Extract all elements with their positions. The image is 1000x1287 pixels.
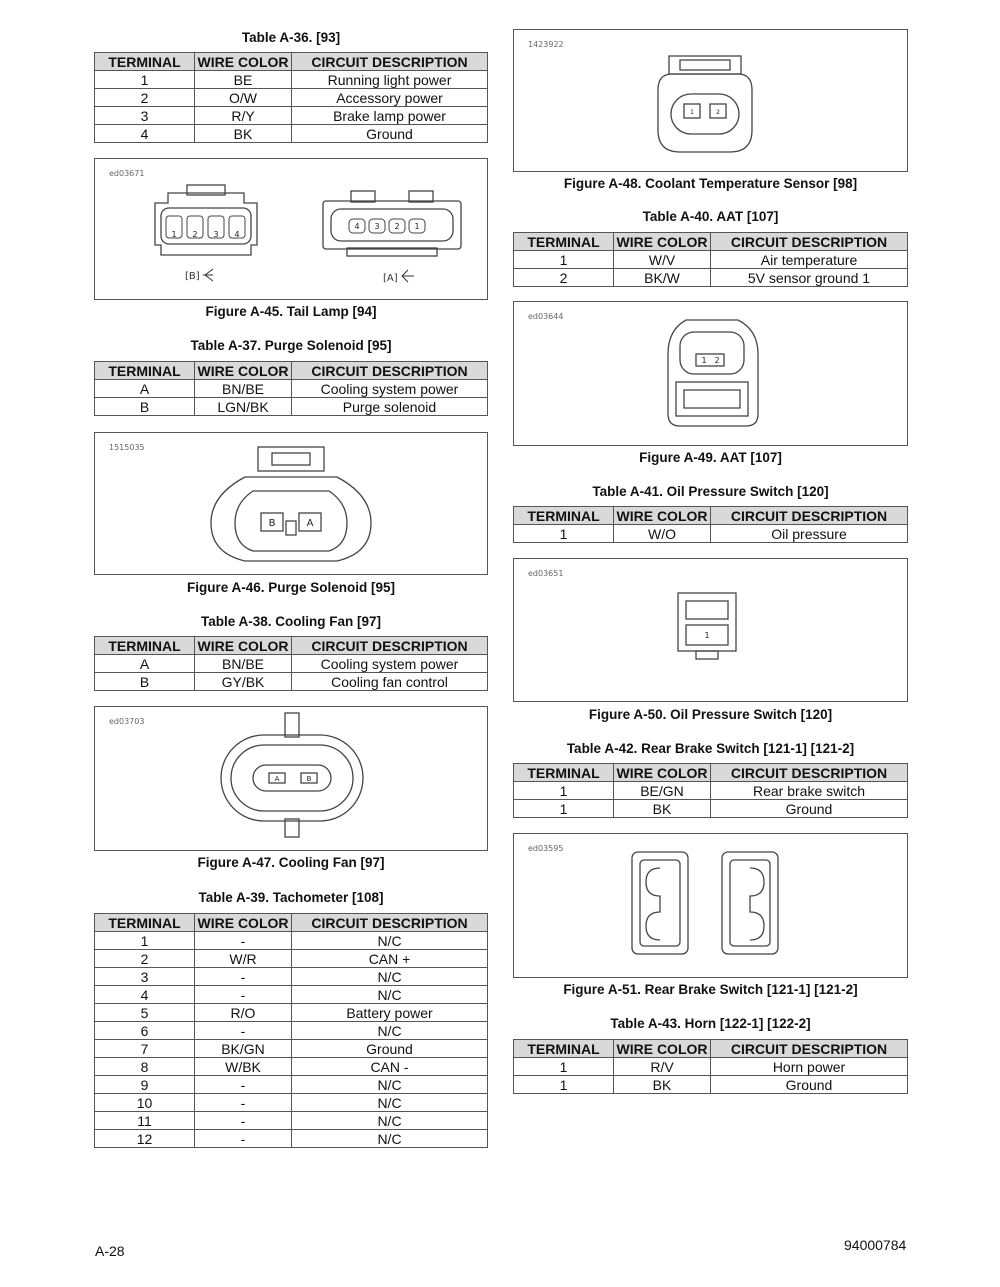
wire-color-cell: - — [195, 1094, 292, 1112]
table-row — [95, 1094, 488, 1112]
aat-connector-drawing — [514, 302, 909, 447]
table-a38-title: Table A-38. Cooling Fan [97] — [200, 614, 381, 629]
figure-code: ed03595 — [528, 844, 564, 853]
wire-color-cell: BK/GN — [195, 1040, 292, 1058]
pin-label: B — [268, 518, 276, 529]
circuit-description-cell: N/C — [292, 986, 488, 1004]
table-row — [95, 1040, 488, 1058]
view-label-b: [B] — [185, 271, 200, 282]
figure-code: ed03671 — [109, 169, 145, 178]
wire-color-cell: - — [195, 986, 292, 1004]
wire-color-cell: GY/BK — [195, 673, 292, 691]
circuit-description-cell: N/C — [292, 1094, 488, 1112]
figure-a48-coolant-temperature-sensor-connector — [513, 29, 908, 172]
terminal-cell: A — [95, 655, 195, 673]
pin-label: 1 — [171, 230, 177, 239]
terminal-cell: 2 — [95, 950, 195, 968]
table-a41 — [513, 506, 908, 543]
column-header-terminal: TERMINAL — [514, 507, 614, 525]
figure-code: ed03703 — [109, 717, 145, 726]
circuit-description-cell: N/C — [292, 1112, 488, 1130]
coolant-sensor-connector-drawing — [514, 30, 909, 173]
circuit-description-cell: Battery power — [292, 1004, 488, 1022]
pin-label: A — [306, 518, 314, 529]
figure-a49-aat-connector — [513, 301, 908, 446]
wire-color-cell: BK/W — [614, 269, 711, 287]
figure-a47-caption: Figure A-47. Cooling Fan [97] — [197, 855, 385, 870]
circuit-description-cell: N/C — [292, 1076, 488, 1094]
circuit-description-cell: N/C — [292, 1130, 488, 1148]
circuit-description-cell: N/C — [292, 932, 488, 950]
figure-a48-caption: Figure A-48. Coolant Temperature Sensor [98] — [563, 176, 858, 191]
terminal-cell: B — [95, 398, 195, 416]
figure-a51-caption: Figure A-51. Rear Brake Switch [121-1] [121-2] — [563, 982, 858, 997]
terminal-cell: 1 — [514, 525, 614, 543]
pin-label: 4 — [234, 230, 240, 239]
figure-a50-caption: Figure A-50. Oil Pressure Switch [120] — [588, 707, 833, 722]
terminal-cell: B — [95, 673, 195, 691]
figure-code: ed03644 — [528, 312, 564, 321]
column-header-wire-color: WIRE COLOR — [195, 637, 292, 655]
column-header-wire-color: WIRE COLOR — [614, 233, 711, 251]
page-number: A-28 — [95, 1243, 125, 1259]
wire-color-cell: O/W — [195, 89, 292, 107]
wire-color-cell: - — [195, 968, 292, 986]
circuit-description-cell: N/C — [292, 968, 488, 986]
column-header-circuit: CIRCUIT DESCRIPTION — [711, 233, 908, 251]
wire-color-cell: R/V — [614, 1058, 711, 1076]
terminal-cell: 4 — [95, 986, 195, 1004]
column-header-circuit: CIRCUIT DESCRIPTION — [292, 914, 488, 932]
table-row — [514, 800, 908, 818]
table-a43 — [513, 1039, 908, 1094]
table-row — [95, 1022, 488, 1040]
table-row — [514, 1076, 908, 1094]
terminal-cell: 6 — [95, 1022, 195, 1040]
table-header-row — [95, 362, 488, 380]
column-header-terminal: TERMINAL — [95, 53, 195, 71]
figure-code: ed03651 — [528, 569, 564, 578]
table-row — [95, 89, 488, 107]
circuit-description-cell: Ground — [711, 1076, 908, 1094]
table-header-row — [95, 637, 488, 655]
column-header-circuit: CIRCUIT DESCRIPTION — [292, 53, 488, 71]
terminal-cell: 1 — [514, 782, 614, 800]
circuit-description-cell: Oil pressure — [711, 525, 908, 543]
terminal-cell: 1 — [95, 71, 195, 89]
table-a38 — [94, 636, 488, 691]
circuit-description-cell: Ground — [711, 800, 908, 818]
wire-color-cell: - — [195, 1112, 292, 1130]
wire-color-cell: W/V — [614, 251, 711, 269]
circuit-description-cell: Brake lamp power — [292, 107, 488, 125]
oil-pressure-connector-drawing — [514, 559, 909, 703]
wire-color-cell: - — [195, 1022, 292, 1040]
terminal-cell: 8 — [95, 1058, 195, 1076]
terminal-cell: 2 — [95, 89, 195, 107]
table-row — [95, 1004, 488, 1022]
circuit-description-cell: CAN + — [292, 950, 488, 968]
wire-color-cell: W/R — [195, 950, 292, 968]
table-row — [95, 673, 488, 691]
column-header-wire-color: WIRE COLOR — [195, 914, 292, 932]
terminal-cell: 10 — [95, 1094, 195, 1112]
terminal-cell: 3 — [95, 107, 195, 125]
table-header-row — [514, 764, 908, 782]
view-label-a: [A] — [383, 273, 398, 284]
pin-label: 1 — [414, 222, 420, 231]
table-header-row — [95, 53, 488, 71]
column-header-terminal: TERMINAL — [95, 637, 195, 655]
table-a39-title: Table A-39. Tachometer [108] — [198, 890, 384, 905]
rear-brake-switch-connector-drawing — [514, 834, 909, 979]
table-row — [95, 71, 488, 89]
circuit-description-cell: Ground — [292, 1040, 488, 1058]
wire-color-cell: BE/GN — [614, 782, 711, 800]
table-a36-title: Table A-36. [93] — [241, 30, 341, 45]
figure-a49-caption: Figure A-49. AAT [107] — [639, 450, 782, 465]
wire-color-cell: W/BK — [195, 1058, 292, 1076]
table-row — [95, 986, 488, 1004]
figure-a45-tail-lamp-connector — [94, 158, 488, 300]
table-header-row — [514, 1040, 908, 1058]
pin-label: 2 — [716, 109, 720, 116]
circuit-description-cell: CAN - — [292, 1058, 488, 1076]
column-header-wire-color: WIRE COLOR — [614, 764, 711, 782]
pin-label: 1 — [701, 356, 707, 365]
figure-a46-purge-solenoid-connector — [94, 432, 488, 575]
table-row — [514, 269, 908, 287]
terminal-cell: 2 — [514, 269, 614, 287]
circuit-description-cell: Running light power — [292, 71, 488, 89]
circuit-description-cell: Horn power — [711, 1058, 908, 1076]
pin-label: 4 — [354, 222, 360, 231]
terminal-cell: 1 — [514, 251, 614, 269]
circuit-description-cell: N/C — [292, 1022, 488, 1040]
table-a40 — [513, 232, 908, 287]
figure-a46-caption: Figure A-46. Purge Solenoid [95] — [186, 580, 396, 595]
table-row — [95, 968, 488, 986]
table-row — [95, 1076, 488, 1094]
column-header-circuit: CIRCUIT DESCRIPTION — [292, 637, 488, 655]
column-header-terminal: TERMINAL — [514, 233, 614, 251]
figure-a45-caption: Figure A-45. Tail Lamp [94] — [205, 304, 377, 319]
figure-a51-rear-brake-switch-connector — [513, 833, 908, 978]
terminal-cell: 9 — [95, 1076, 195, 1094]
circuit-description-cell: Air temperature — [711, 251, 908, 269]
pin-label: 3 — [213, 230, 219, 239]
wire-color-cell: BN/BE — [195, 655, 292, 673]
circuit-description-cell: Rear brake switch — [711, 782, 908, 800]
terminal-cell: 5 — [95, 1004, 195, 1022]
table-row — [95, 107, 488, 125]
column-header-circuit: CIRCUIT DESCRIPTION — [711, 764, 908, 782]
wire-color-cell: W/O — [614, 525, 711, 543]
table-row — [95, 932, 488, 950]
pin-label: 2 — [192, 230, 198, 239]
column-header-terminal: TERMINAL — [514, 764, 614, 782]
table-row — [514, 1058, 908, 1076]
column-header-circuit: CIRCUIT DESCRIPTION — [711, 1040, 908, 1058]
terminal-cell: 1 — [514, 1058, 614, 1076]
table-row — [95, 125, 488, 143]
figure-a50-oil-pressure-switch-connector — [513, 558, 908, 702]
column-header-wire-color: WIRE COLOR — [195, 53, 292, 71]
wire-color-cell: LGN/BK — [195, 398, 292, 416]
wire-color-cell: R/Y — [195, 107, 292, 125]
table-header-row — [514, 507, 908, 525]
column-header-circuit: CIRCUIT DESCRIPTION — [292, 362, 488, 380]
figure-code: 1515035 — [109, 443, 145, 452]
table-a37 — [94, 361, 488, 416]
pin-label: 2 — [714, 356, 720, 365]
table-a39 — [94, 913, 488, 1148]
cooling-fan-connector-drawing — [95, 707, 489, 852]
terminal-cell: 1 — [514, 800, 614, 818]
wire-color-cell: - — [195, 932, 292, 950]
terminal-cell: 7 — [95, 1040, 195, 1058]
table-row — [95, 950, 488, 968]
wire-color-cell: - — [195, 1130, 292, 1148]
terminal-cell: 4 — [95, 125, 195, 143]
pin-label: 1 — [704, 631, 710, 640]
circuit-description-cell: Purge solenoid — [292, 398, 488, 416]
terminal-cell: 1 — [95, 932, 195, 950]
table-a37-title: Table A-37. Purge Solenoid [95] — [190, 338, 392, 353]
figure-code: 1423922 — [528, 40, 564, 49]
table-a40-title: Table A-40. AAT [107] — [642, 209, 779, 224]
table-row — [95, 1058, 488, 1076]
terminal-cell: 3 — [95, 968, 195, 986]
document-number: 94000784 — [844, 1237, 907, 1253]
table-row — [514, 782, 908, 800]
column-header-wire-color: WIRE COLOR — [614, 1040, 711, 1058]
column-header-terminal: TERMINAL — [95, 914, 195, 932]
terminal-cell: 12 — [95, 1130, 195, 1148]
table-a43-title: Table A-43. Horn [122-1] [122-2] — [610, 1016, 811, 1031]
circuit-description-cell: 5V sensor ground 1 — [711, 269, 908, 287]
view-arrow-icon — [203, 269, 213, 281]
table-row — [95, 398, 488, 416]
pin-label: 1 — [690, 109, 694, 116]
circuit-description-cell: Cooling system power — [292, 655, 488, 673]
purge-solenoid-connector-drawing — [95, 433, 489, 576]
table-row — [95, 1112, 488, 1130]
figure-a47-cooling-fan-connector — [94, 706, 488, 851]
table-a41-title: Table A-41. Oil Pressure Switch [120] — [592, 484, 829, 499]
wire-color-cell: BK — [614, 800, 711, 818]
column-header-wire-color: WIRE COLOR — [195, 362, 292, 380]
circuit-description-cell: Ground — [292, 125, 488, 143]
circuit-description-cell: Accessory power — [292, 89, 488, 107]
table-row — [95, 655, 488, 673]
wire-color-cell: BN/BE — [195, 380, 292, 398]
pin-label: 2 — [394, 222, 400, 231]
terminal-cell: 1 — [514, 1076, 614, 1094]
pin-label: A — [274, 775, 280, 783]
table-header-row — [95, 914, 488, 932]
circuit-description-cell: Cooling system power — [292, 380, 488, 398]
wire-color-cell: BK — [195, 125, 292, 143]
wire-color-cell: BE — [195, 71, 292, 89]
wire-color-cell: R/O — [195, 1004, 292, 1022]
terminal-cell: A — [95, 380, 195, 398]
column-header-terminal: TERMINAL — [514, 1040, 614, 1058]
table-row — [514, 525, 908, 543]
view-arrow-icon — [402, 270, 414, 282]
circuit-description-cell: Cooling fan control — [292, 673, 488, 691]
table-row — [514, 251, 908, 269]
column-header-circuit: CIRCUIT DESCRIPTION — [711, 507, 908, 525]
pin-label: 3 — [374, 222, 380, 231]
table-a42-title: Table A-42. Rear Brake Switch [121-1] [121-2] — [566, 741, 855, 756]
tail-lamp-connector-drawing — [95, 159, 489, 301]
column-header-terminal: TERMINAL — [95, 362, 195, 380]
table-header-row — [514, 233, 908, 251]
pin-label: B — [306, 775, 312, 783]
column-header-wire-color: WIRE COLOR — [614, 507, 711, 525]
table-row — [95, 1130, 488, 1148]
table-a36 — [94, 52, 488, 143]
table-a42 — [513, 763, 908, 818]
wire-color-cell: - — [195, 1076, 292, 1094]
table-row — [95, 380, 488, 398]
terminal-cell: 11 — [95, 1112, 195, 1130]
wire-color-cell: BK — [614, 1076, 711, 1094]
